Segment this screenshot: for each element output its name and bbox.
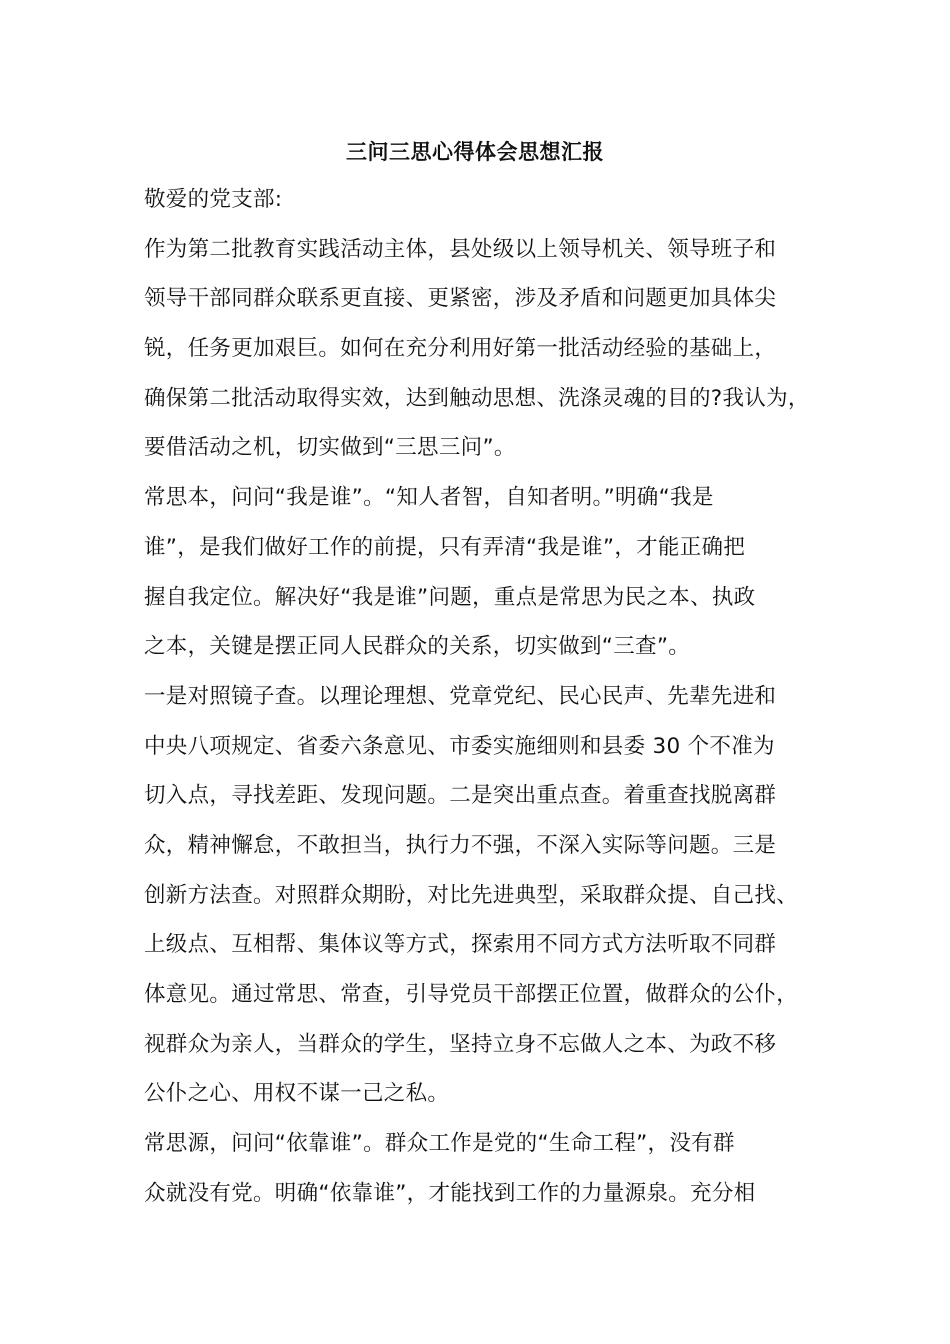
document-body [144,184,820,1227]
text-line: 中央八项规定、省委六条意见、市委实施细则和县委 30 个不准为 [144,733,775,759]
text-line: 一是对照镜子查。以理论理想、党章党纪、民心民声、先辈先进和 [144,683,777,709]
text-line: 握自我定位。解决好“我是谁”问题，重点是常思为民之本、执政 [144,584,756,610]
text-line: 要借活动之机，切实做到“三思三问”。 [144,435,516,461]
text-line: 众就没有党。明确“依靠谁”，才能找到工作的力量源泉。充分相 [144,1180,756,1206]
text-line: 之本，关键是摆正同人民群众的关系，切实做到“三查”。 [144,634,691,660]
text-line: 谁”，是我们做好工作的前提，只有弄清“我是谁”，才能正确把 [144,534,746,560]
document-title: 三问三思心得体会思想汇报 [346,140,604,164]
text-line: 常思源，问问“依靠谁”。群众工作是党的“生命工程”，没有群 [144,1131,735,1157]
text-line: 锐，任务更加艰巨。如何在充分利用好第一批活动经验的基础上， [144,336,777,362]
text-line: 上级点、互相帮、集体议等方式，探索用不同方式方法听取不同群 [144,932,777,958]
text-line: 敬爱的党支部: [144,187,283,212]
text-line: 创新方法查。对照群众期盼，对比先进典型，采取群众提、自己找、 [144,882,799,908]
text-line: 作为第二批教育实践活动主体，县处级以上领导机关、领导班子和 [144,236,777,262]
text-line: 常思本，问问“我是谁”。“知人者智，自知者明。”明确“我是 [144,485,714,511]
text-line: 体意见。通过常思、常查，引导党员干部摆正位置，做群众的公仆， [144,982,799,1007]
text-line: 切入点，寻找差距、发现问题。二是突出重点查。着重查找脱离群 [144,783,777,809]
text-line: 公仆之心、用权不谋一己之私。 [144,1081,450,1107]
text-line: 领导干部同群众联系更直接、更紧密，涉及矛盾和问题更加具体尖 [144,286,777,312]
text-line: 视群众为亲人，当群众的学生，坚持立身不忘做人之本、为政不移 [144,1031,777,1057]
text-line: 确保第二批活动取得实效，达到触动思想、洗涤灵魂的目的?我认为， [144,385,810,411]
text-line: 众，精神懈怠，不敢担当，执行力不强，不深入实际等问题。三是 [144,832,777,858]
